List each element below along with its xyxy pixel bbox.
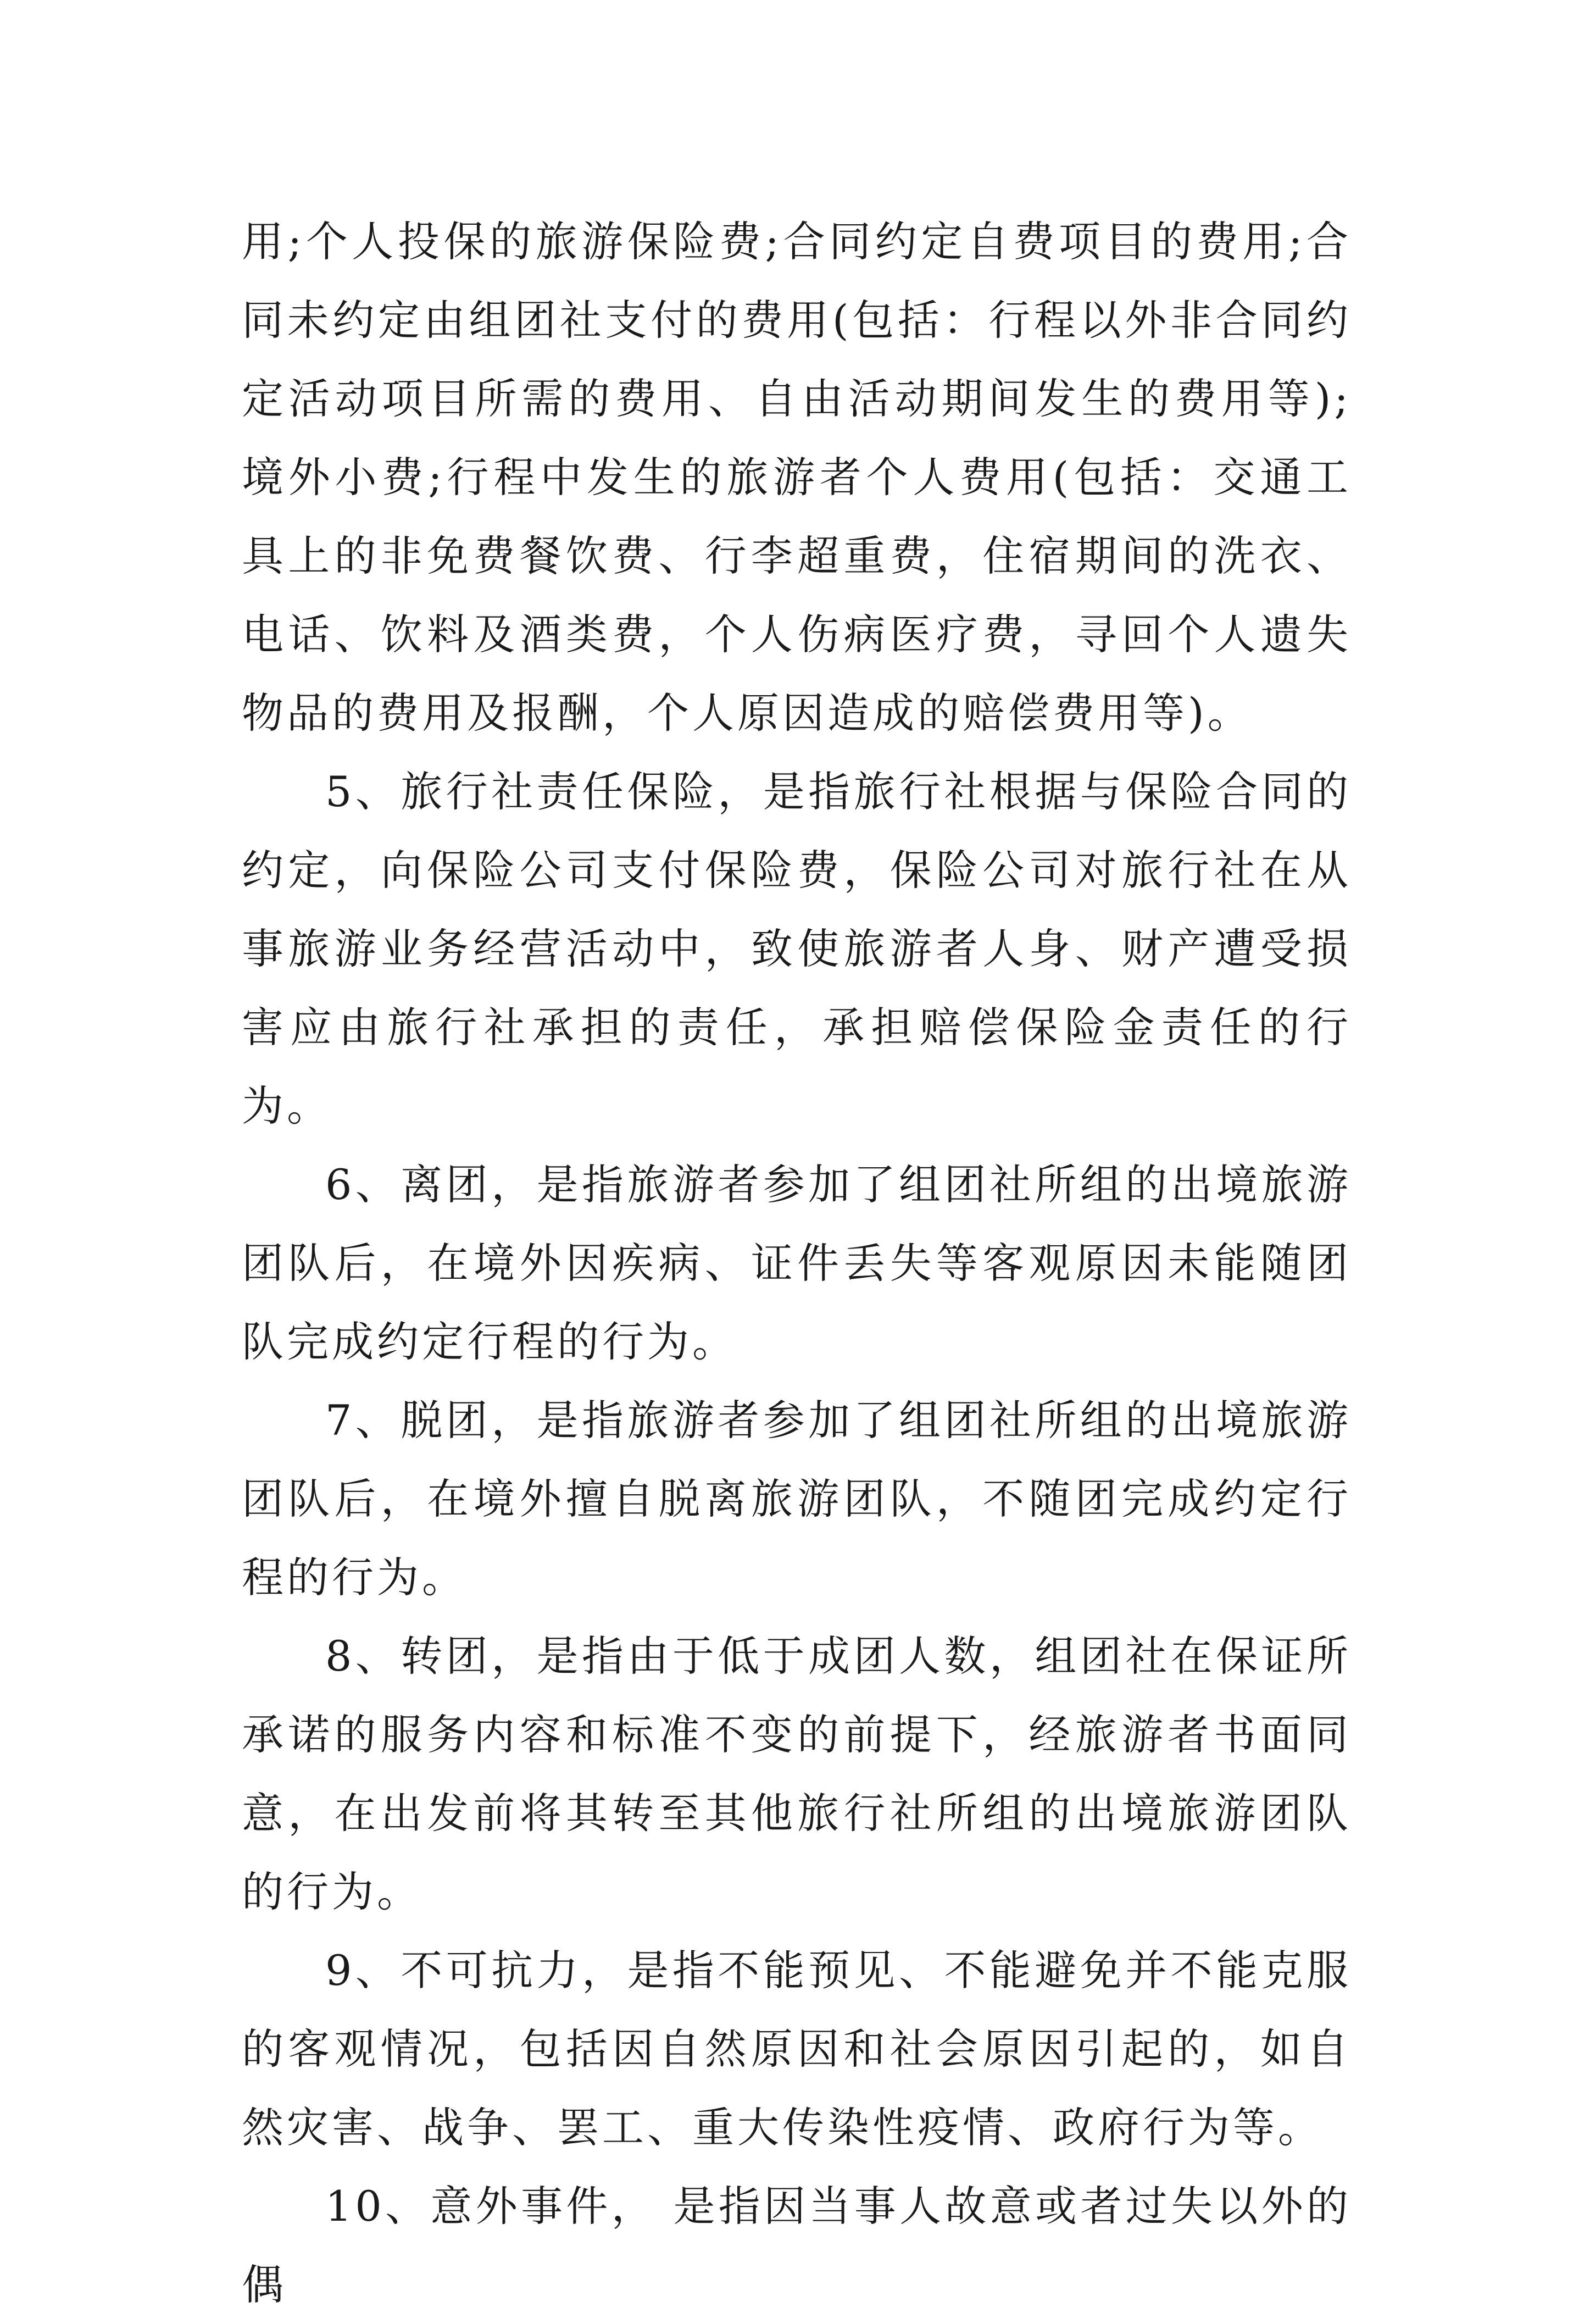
paragraph-travel-agency-liability-insurance: 5、旅行社责任保险，是指旅行社根据与保险合同的约定，向保险公司支付保险费，保险公司对旅行社在从事旅游业务经营活动中，致使旅游者人身、财产遭受损害应由旅行社承担的责任，承担赔偿保险金责任的行为。 (242, 767, 1352, 1130)
paragraph-detaching-from-group: 7、脱团，是指旅游者参加了组团社所组的出境旅游团队后，在境外擅自脱离旅游团队，不随团完成约定行程的行为。 (242, 1396, 1352, 1602)
paragraph-continued-fees: 用;个人投保的旅游保险费;合同约定自费项目的费用;合同未约定由组团社支付的费用(包括：行程以外非合同约定活动项目所需的费用、自由活动期间发生的费用等);境外小费;行程中发生的旅游者个人费用(包括：交通工具上的非免费餐饮费、行李超重费，住宿期间的洗衣、电话、饮料及酒类费，个人伤病医疗费，寻回个人遗失物品的费用及报酬，个人原因造成的赔偿费用等)。 (242, 217, 1352, 737)
paragraph-force-majeure: 9、不可抗力，是指不能预见、不能避免并不能克服的客观情况，包括因自然原因和社会原因引起的，如自然灾害、战争、罢工、重大传染性疫情、政府行为等。 (242, 1946, 1352, 2152)
document-body (242, 202, 1352, 2324)
paragraph-transfer-of-group: 8、转团，是指由于低于成团人数，组团社在保证所承诺的服务内容和标准不变的前提下，经旅游者书面同意，在出发前将其转至其他旅行社所组的出境旅游团队的行为。 (242, 1632, 1352, 1916)
paragraph-accident: 10、意外事件， 是指因当事人故意或者过失以外的偶 (242, 2182, 1352, 2309)
paragraph-leaving-group: 6、离团，是指旅游者参加了组团社所组的出境旅游团队后，在境外因疾病、证件丢失等客观原因未能随团队完成约定行程的行为。 (242, 1160, 1352, 1366)
